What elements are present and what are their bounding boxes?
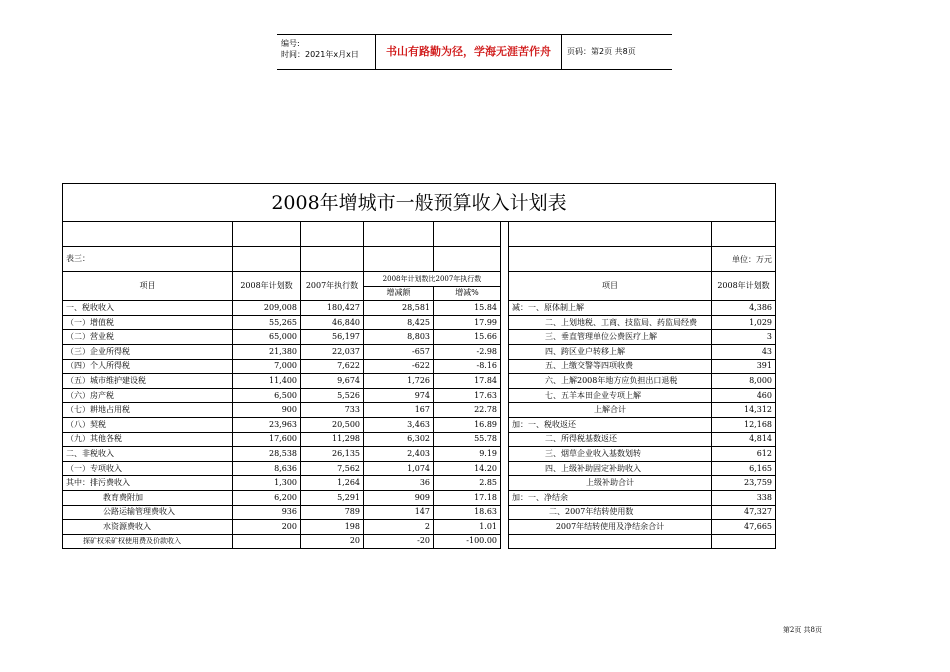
- cell-exec: 9,674: [301, 374, 364, 389]
- cell-plan: 21,380: [233, 344, 301, 359]
- cell-item: 水资源费收入: [63, 520, 233, 535]
- table-row: [63, 476, 776, 491]
- cell-item: 一、税收收入: [63, 301, 233, 316]
- cell-ritem: 二、2007年结转使用数: [509, 505, 712, 520]
- cell-ritem: 上级补助合计: [509, 476, 712, 491]
- cell-pct: 2.85: [434, 476, 501, 491]
- cell-rval: 6,165: [712, 461, 776, 476]
- cell-amt: 974: [364, 388, 434, 403]
- cell-pct: 18.63: [434, 505, 501, 520]
- cell-amt: 147: [364, 505, 434, 520]
- cell-exec: 198: [301, 520, 364, 535]
- cell-exec: 20,500: [301, 417, 364, 432]
- cell-plan: 65,000: [233, 330, 301, 345]
- cell-gap: [501, 461, 509, 476]
- cell-amt: -657: [364, 344, 434, 359]
- cell-rval: 1,029: [712, 315, 776, 330]
- cell-rval: 338: [712, 490, 776, 505]
- cell-ritem: 2007年结转使用及净结余合计: [509, 520, 712, 535]
- cell-gap: [501, 301, 509, 316]
- cell-pct: 15.84: [434, 301, 501, 316]
- time-label: 时间：2021年x月x日: [281, 50, 359, 59]
- cell-gap: [501, 490, 509, 505]
- cell-rval: 460: [712, 388, 776, 403]
- table-row: [63, 447, 776, 462]
- cell-gap: [501, 447, 509, 462]
- cell-rval: 47,665: [712, 520, 776, 535]
- table-row: [63, 417, 776, 432]
- table-row: [63, 520, 776, 535]
- cell-item: 其中：排污费收入: [63, 476, 233, 491]
- cell-rval: 12,168: [712, 417, 776, 432]
- cell-rval: 612: [712, 447, 776, 462]
- table-row: [63, 490, 776, 505]
- cell-gap: [501, 534, 509, 549]
- table-row: [63, 359, 776, 374]
- cell-gap: [501, 374, 509, 389]
- budget-table: [62, 183, 776, 549]
- cell-exec: 26,135: [301, 447, 364, 462]
- cell-pct: 22.78: [434, 403, 501, 418]
- cell-amt: 36: [364, 476, 434, 491]
- cell-ritem: 二、上划地税、工商、技监局、药监局经费: [509, 315, 712, 330]
- cell-exec: 7,622: [301, 359, 364, 374]
- table-title: 2008年增城市一般预算收入计划表: [63, 184, 776, 222]
- cell-rval: 4,386: [712, 301, 776, 316]
- header-meta: [281, 38, 359, 60]
- cell-rval: 4,814: [712, 432, 776, 447]
- cell-amt: 167: [364, 403, 434, 418]
- cell-ritem: 加：一、税收返还: [509, 417, 712, 432]
- cell-item: 公路运输管理费收入: [63, 505, 233, 520]
- cell-rval: 8,000: [712, 374, 776, 389]
- cell-pct: 55.78: [434, 432, 501, 447]
- table-row: [63, 534, 776, 549]
- cell-ritem: 四、跨区业户转移上解: [509, 344, 712, 359]
- cell-pct: 1.01: [434, 520, 501, 535]
- table-row: [63, 374, 776, 389]
- cell-amt: 2: [364, 520, 434, 535]
- cell-rval: 3: [712, 330, 776, 345]
- cell-amt: 1,074: [364, 461, 434, 476]
- cell-ritem: 六、上解2008年地方应负担出口退税: [509, 374, 712, 389]
- cell-ritem: 减：一、原体制上解: [509, 301, 712, 316]
- cell-plan: 17,600: [233, 432, 301, 447]
- motto: 书山有路勤为径，学海无涯苦作舟: [375, 35, 562, 69]
- cell-ritem: 三、烟草企业收入基数划转: [509, 447, 712, 462]
- cell-plan: 936: [233, 505, 301, 520]
- cell-pct: -100.00: [434, 534, 501, 549]
- cell-gap: [501, 417, 509, 432]
- cell-rval: 47,327: [712, 505, 776, 520]
- cell-exec: 789: [301, 505, 364, 520]
- cell-exec: 1,264: [301, 476, 364, 491]
- unit-label: 单位：万元: [712, 247, 776, 272]
- cell-amt: -622: [364, 359, 434, 374]
- cell-pct: 14.20: [434, 461, 501, 476]
- cell-rval: [712, 534, 776, 549]
- table-row: [63, 432, 776, 447]
- header-compare: 2008年计划数比2007年执行数: [364, 272, 501, 287]
- cell-exec: 7,562: [301, 461, 364, 476]
- cell-amt: 909: [364, 490, 434, 505]
- cell-ritem: 七、五羊本田企业专项上解: [509, 388, 712, 403]
- cell-plan: 209,008: [233, 301, 301, 316]
- cell-amt: -20: [364, 534, 434, 549]
- cell-item: （四）个人所得税: [63, 359, 233, 374]
- cell-plan: 900: [233, 403, 301, 418]
- cell-item: （八）契税: [63, 417, 233, 432]
- page-label: 页码：第2页 共8页: [567, 47, 636, 56]
- cell-ritem: [509, 534, 712, 549]
- cell-amt: 28,581: [364, 301, 434, 316]
- cell-plan: 7,000: [233, 359, 301, 374]
- cell-item: （七）耕地占用税: [63, 403, 233, 418]
- cell-gap: [501, 505, 509, 520]
- table-row: [63, 505, 776, 520]
- cell-ritem: 三、垂直管理单位公费医疗上解: [509, 330, 712, 345]
- cell-plan: 1,300: [233, 476, 301, 491]
- table-row: [63, 315, 776, 330]
- cell-item: 探矿权采矿权使用费及价款收入: [63, 534, 233, 549]
- cell-plan: [233, 534, 301, 549]
- cell-exec: 5,526: [301, 388, 364, 403]
- cell-amt: 1,726: [364, 374, 434, 389]
- code-label: 编号:: [281, 39, 300, 48]
- cell-gap: [501, 315, 509, 330]
- cell-amt: 8,425: [364, 315, 434, 330]
- cell-amt: 3,463: [364, 417, 434, 432]
- cell-rval: 23,759: [712, 476, 776, 491]
- cell-plan: 11,400: [233, 374, 301, 389]
- table-row: [63, 461, 776, 476]
- cell-plan: 55,265: [233, 315, 301, 330]
- cell-item: （九）其他各税: [63, 432, 233, 447]
- table-row: [63, 403, 776, 418]
- cell-amt: 2,403: [364, 447, 434, 462]
- cell-exec: 56,197: [301, 330, 364, 345]
- cell-exec: 5,291: [301, 490, 364, 505]
- page-header: [277, 34, 672, 70]
- cell-item: （一）专项收入: [63, 461, 233, 476]
- cell-pct: 15.66: [434, 330, 501, 345]
- cell-gap: [501, 344, 509, 359]
- cell-plan: 6,500: [233, 388, 301, 403]
- cell-ritem: 上解合计: [509, 403, 712, 418]
- cell-gap: [501, 520, 509, 535]
- cell-pct: 17.63: [434, 388, 501, 403]
- cell-ritem: 五、上缴交警等四项收费: [509, 359, 712, 374]
- header-right-item: 项目: [509, 272, 712, 301]
- cell-pct: 16.89: [434, 417, 501, 432]
- cell-item: （一）增值税: [63, 315, 233, 330]
- cell-exec: 180,427: [301, 301, 364, 316]
- header-plan2008: 2008年计划数: [233, 272, 301, 301]
- cell-plan: 23,963: [233, 417, 301, 432]
- table-row: [63, 388, 776, 403]
- cell-pct: -8.16: [434, 359, 501, 374]
- cell-plan: 200: [233, 520, 301, 535]
- cell-rval: 43: [712, 344, 776, 359]
- cell-item: （二）营业税: [63, 330, 233, 345]
- table-row: [63, 330, 776, 345]
- cell-gap: [501, 476, 509, 491]
- cell-ritem: 二、所得税基数返还: [509, 432, 712, 447]
- cell-pct: 17.84: [434, 374, 501, 389]
- cell-rval: 391: [712, 359, 776, 374]
- cell-plan: 8,636: [233, 461, 301, 476]
- cell-plan: 6,200: [233, 490, 301, 505]
- header-right-plan: 2008年计划数: [712, 272, 776, 301]
- cell-gap: [501, 403, 509, 418]
- table-row: [63, 301, 776, 316]
- header-exec2007: 2007年执行数: [301, 272, 364, 301]
- page-footer: 第2页 共8页: [782, 626, 822, 634]
- header-change-pct: 增减%: [434, 286, 501, 301]
- cell-item: 二、非税收入: [63, 447, 233, 462]
- cell-plan: 28,538: [233, 447, 301, 462]
- header-item: 项目: [63, 272, 233, 301]
- cell-exec: 733: [301, 403, 364, 418]
- cell-gap: [501, 330, 509, 345]
- cell-exec: 11,298: [301, 432, 364, 447]
- table-number: 表三：: [63, 247, 233, 272]
- cell-gap: [501, 359, 509, 374]
- cell-amt: 8,803: [364, 330, 434, 345]
- cell-gap: [501, 432, 509, 447]
- cell-pct: 17.18: [434, 490, 501, 505]
- cell-exec: 46,840: [301, 315, 364, 330]
- cell-amt: 6,302: [364, 432, 434, 447]
- cell-item: 教育费附加: [63, 490, 233, 505]
- cell-gap: [501, 388, 509, 403]
- cell-ritem: 四、上级补助固定补助收入: [509, 461, 712, 476]
- header-change-amount: 增减额: [364, 286, 434, 301]
- cell-exec: 20: [301, 534, 364, 549]
- cell-exec: 22,037: [301, 344, 364, 359]
- cell-item: （六）房产税: [63, 388, 233, 403]
- cell-pct: 9.19: [434, 447, 501, 462]
- table-row: [63, 344, 776, 359]
- cell-rval: 14,312: [712, 403, 776, 418]
- cell-item: （三）企业所得税: [63, 344, 233, 359]
- cell-item: （五）城市维护建设税: [63, 374, 233, 389]
- cell-ritem: 加：一、净结余: [509, 490, 712, 505]
- cell-pct: -2.98: [434, 344, 501, 359]
- cell-pct: 17.99: [434, 315, 501, 330]
